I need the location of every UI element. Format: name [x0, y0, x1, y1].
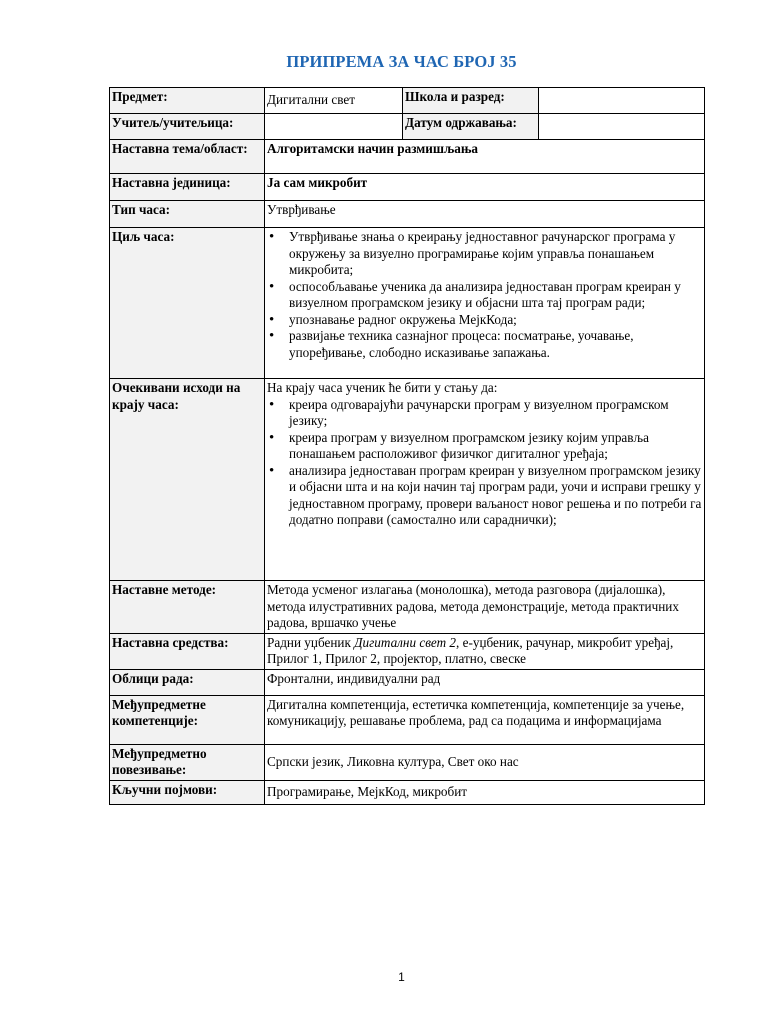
date-value: [539, 114, 705, 140]
outcomes-value: [265, 379, 705, 581]
methods-value: Метода усменог излагања (монолошка), метода разговора (дијалошка), метода илустративних радова, метода демонстрације, метода практичних радова, вршачко учење: [265, 581, 705, 634]
topic-label: Наставна тема/област:: [110, 140, 265, 174]
correlation-value: Српски језик, Ликовна култура, Свет око нас: [265, 744, 705, 780]
resources-text-end: , е-уџбеник, рачунар, микробит уређај, Прилог 1, Прилог 2, пројектор, платно, свеске: [267, 634, 674, 666]
outcomes-lead: На крају часа ученик ће бити у стању да:: [267, 380, 498, 395]
resources-text-start: Радни уџбеник: [267, 634, 355, 650]
outcomes-label: Очекивани исходи на крају часа:: [110, 379, 265, 581]
row-outcomes: [110, 379, 705, 581]
keywords-label: Кључни појмови:: [110, 780, 265, 804]
school-value: [539, 88, 705, 114]
row-unit: [110, 174, 705, 201]
page-number: 1: [398, 970, 405, 984]
goal-item: • Утврђивање знања о креирању једноставног рачунарског програма у окружењу за визуелно програмирање којим управља понашањем микробита;: [267, 229, 702, 279]
unit-value: Ја сам микробит: [265, 174, 705, 201]
teacher-value: [265, 114, 403, 140]
row-work-forms: [110, 669, 705, 695]
date-label: Датум одржавања:: [403, 114, 539, 140]
resources-label: Наставна средства:: [110, 633, 265, 669]
outcome-item: • креира програм у визуелном програмском језику којим управља понашањем расположивог физичког дигиталног уређаја;: [267, 430, 702, 463]
goal-item: • упознавање радног окружења МејкКода;: [267, 312, 702, 329]
goal-list: [267, 229, 702, 361]
school-label: Школа и разред:: [403, 88, 539, 114]
row-correlation: [110, 744, 705, 780]
row-goal: [110, 228, 705, 379]
row-competences: [110, 695, 705, 744]
row-subject: [110, 88, 705, 114]
competences-label: Међупредметне компетенције:: [110, 695, 265, 744]
textbook-title: Дигитални свет 2: [354, 634, 457, 650]
keywords-value: Програмирање, МејкКод, микробит: [265, 780, 705, 804]
work-forms-label: Облици рада:: [110, 669, 265, 695]
outcome-item: • креира одговарајући рачунарски програм у визуелном програмском језику;: [267, 397, 702, 430]
lesson-type-value: Утврђивање: [265, 201, 705, 228]
methods-label: Наставне методе:: [110, 581, 265, 634]
row-teacher: [110, 114, 705, 140]
row-topic: [110, 140, 705, 174]
teacher-label: Учитељ/учитељица:: [110, 114, 265, 140]
work-forms-value: Фронтални, индивидуални рад: [265, 669, 705, 695]
goal-item: • оспособљавање ученика да анализира једноставан програм креиран у визуелном програмском језику и објасни шта тај програм ради;: [267, 279, 702, 312]
correlation-label: Међупредметно повезивање:: [110, 744, 265, 780]
goal-label: Циљ часа:: [110, 228, 265, 379]
outcomes-list: [267, 397, 702, 529]
row-lesson-type: [110, 201, 705, 228]
row-methods: [110, 581, 705, 634]
subject-label: Предмет:: [110, 88, 265, 114]
goal-value: [265, 228, 705, 379]
lesson-plan-table: [109, 87, 705, 805]
row-resources: [110, 633, 705, 669]
lesson-type-label: Тип часа:: [110, 201, 265, 228]
resources-value: [265, 633, 705, 669]
outcome-item: • анализира једноставан програм креиран у визуелном програмском језику и објасни шта и на који начин тај програм ради, уочи и исправи грешку у једноставном програму, провери ваљаност новог решења и по потреби га додатно поправи (самостално или сараднички);: [267, 463, 702, 529]
unit-label: Наставна јединица:: [110, 174, 265, 201]
competences-value: Дигитална компетенција, естетичка компетенција, компетенције за учење, комуникацију, решавање проблема, рад са подацима и информацијама: [265, 695, 705, 744]
row-keywords: [110, 780, 705, 804]
subject-value: Дигитални свет: [265, 88, 403, 114]
goal-item: • развијање техника сазнајног процеса: посматрање, уочавање, упоређивање, слободно исказивање запажања.: [267, 328, 702, 361]
document-title: ПРИПРЕМА ЗА ЧАС БРОЈ 35: [286, 52, 517, 71]
topic-value: Алгоритамски начин размишљања: [265, 140, 705, 174]
